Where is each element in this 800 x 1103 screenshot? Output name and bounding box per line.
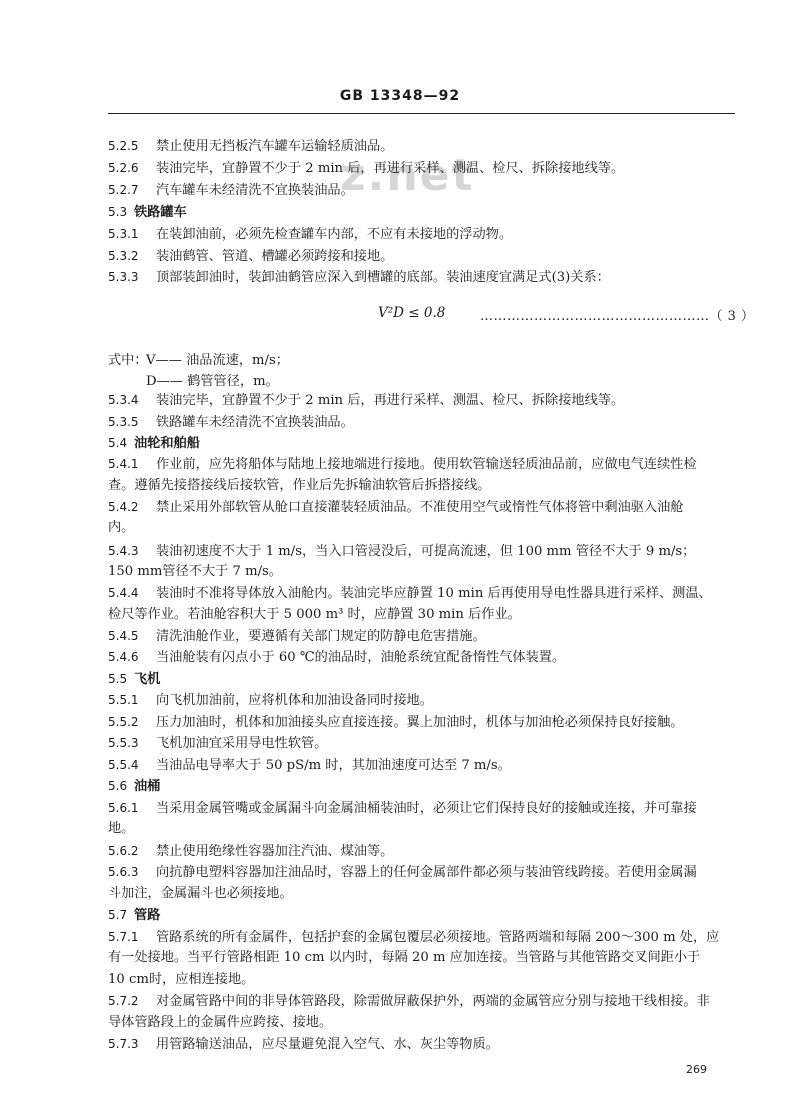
watermark: z.net bbox=[340, 150, 475, 201]
clause-5-7-1-cont2: 10 cm时，应相连接地。 bbox=[108, 972, 255, 987]
where-v-definition: V—— 油品流速，m/s； bbox=[146, 353, 289, 368]
clause-5-6-2: 5.6.2 禁止使用绝缘性容器加注汽油、煤油等。 bbox=[108, 844, 394, 859]
clause-5-3-5: 5.3.5 铁路罐车未经清洗不宜换装油品。 bbox=[108, 415, 354, 430]
clause-5-4-2-cont: 内。 bbox=[108, 520, 135, 535]
formula-expression: V²D ≤ 0.8 bbox=[378, 305, 446, 321]
section-5-3-heading: 5.3 铁路罐车 bbox=[108, 205, 187, 220]
where-label: 式中： bbox=[108, 353, 148, 368]
clause-5-4-3: 5.4.3 装油初速度不大于 1 m/s，当入口管浸没后，可提高流速，但 100 mm 管径不大于 9 m/s； bbox=[108, 544, 696, 559]
clause-5-4-4-cont: 检尺等作业。若油舱容积大于 5 000 m³ 时，应静置 30 min 后作业。 bbox=[108, 607, 521, 622]
clause-5-7-1-cont: 有一处接地。当平行管路相距 10 cm 以内时，每隔 20 m 应加连接。当管路与其他管路交叉间距小于 bbox=[108, 950, 701, 965]
clause-5-3-1: 5.3.1 在装卸油前，必须先检查罐车内部，不应有未接地的浮动物。 bbox=[108, 227, 513, 242]
clause-5-4-4: 5.4.4 装油时不准将导体放入油舱内。装油完毕应静置 10 min 后再使用导电性器具进行采样、测温、 bbox=[108, 586, 712, 601]
clause-5-2-5: 5.2.5 禁止使用无挡板汽车罐车运输轻质油品。 bbox=[108, 139, 394, 154]
clause-5-7-3: 5.7.3 用管路输送油品，应尽量避免混入空气、水、灰尘等物质。 bbox=[108, 1037, 499, 1052]
clause-5-6-3: 5.6.3 向抗静电塑料容器加注油品时，容器上的任何金属部件都必须与装油管线跨接。若使用金属漏 bbox=[108, 865, 697, 880]
clause-5-4-1: 5.4.1 作业前，应先将船体与陆地上接地端进行接地。使用软管输送轻质油品前，应做电气连续性检 bbox=[108, 457, 697, 472]
clause-5-5-2: 5.5.2 压力加油时，机体和加油接头应直接连接。翼上加油时，机体与加油枪必须保持良好接触。 bbox=[108, 715, 684, 730]
section-5-4-heading: 5.4 油轮和舶船 bbox=[108, 436, 200, 451]
clause-5-5-3: 5.5.3 飞机加油宜采用导电性软管。 bbox=[108, 736, 328, 751]
clause-5-2-6: 5.2.6 装油完毕，宜静置不少于 2 min 后，再进行采样、测温、检尺、拆除接地线等。 bbox=[108, 161, 625, 176]
clause-5-2-7: 5.2.7 汽车罐车未经清洗不宜换装油品。 bbox=[108, 183, 354, 198]
clause-5-3-4: 5.3.4 装油完毕，宜静置不少于 2 min 后，再进行采样、测温、检尺、拆除接地线等。 bbox=[108, 393, 625, 408]
section-5-6-heading: 5.6 油桶 bbox=[108, 779, 161, 794]
standard-header: GB 13348—92 bbox=[339, 88, 461, 104]
clause-5-3-3: 5.3.3 顶部装卸油时，装卸油鹤管应深入到槽罐的底部。装油速度宜满足式(3)关系： bbox=[108, 270, 610, 285]
clause-5-3-2: 5.3.2 装油鹤管、管道、槽罐必须跨接和接地。 bbox=[108, 249, 394, 264]
clause-5-7-2-cont: 导体管路段上的金属件应跨接、接地。 bbox=[108, 1015, 333, 1030]
clause-5-7-2: 5.7.2 对金属管路中间的非导体管路段，除需做屏蔽保护外，两端的金属管应分别与接地干线相接。非 bbox=[108, 994, 710, 1009]
header-rule bbox=[108, 113, 735, 114]
clause-5-6-1-cont: 地。 bbox=[108, 821, 135, 836]
clause-5-6-1: 5.6.1 当采用金属管嘴或金属漏斗向金属油桶装油时，必须让它们保持良好的接触或连接，并可靠接 bbox=[108, 801, 697, 816]
section-5-5-heading: 5.5 飞机 bbox=[108, 672, 161, 687]
where-d-definition: D—— 鹤管管径，m。 bbox=[146, 374, 279, 389]
clause-5-4-6: 5.4.6 当油舱装有闪点小于 60 ℃的油品时，油舱系统宜配备惰性气体装置。 bbox=[108, 650, 566, 665]
clause-5-5-1: 5.5.1 向飞机加油前，应将机体和加油设备同时接地。 bbox=[108, 693, 433, 708]
clause-5-4-1-cont: 查。遵循先接搭接线后接软管，作业后先拆输油软管后拆搭接线。 bbox=[108, 478, 491, 493]
clause-5-4-5: 5.4.5 清洗油舱作业，要遵循有关部门规定的防静电危害措施。 bbox=[108, 629, 486, 644]
clause-5-7-1: 5.7.1 管路系统的所有金属件，包括护套的金属包覆层必须接地。管路两端和每隔 200～300 m 处，应 bbox=[108, 930, 720, 945]
formula-number: ……………………………………………（ 3 ） bbox=[480, 309, 755, 324]
clause-5-5-4: 5.5.4 当油品电导率大于 50 pS/m 时，其加油速度可达至 7 m/s。 bbox=[108, 758, 511, 773]
clause-5-4-2: 5.4.2 禁止采用外部软管从舱口直接灌装轻质油品。不准使用空气或惰性气体将管中剩油驱入油舱 bbox=[108, 500, 684, 515]
page-number: 269 bbox=[686, 1063, 707, 1076]
clause-5-4-3-cont: 150 mm管径不大于 7 m/s。 bbox=[108, 564, 282, 579]
clause-5-6-3-cont: 斗加注，金属漏斗也必须接地。 bbox=[108, 886, 293, 901]
section-5-7-heading: 5.7 管路 bbox=[108, 908, 161, 923]
